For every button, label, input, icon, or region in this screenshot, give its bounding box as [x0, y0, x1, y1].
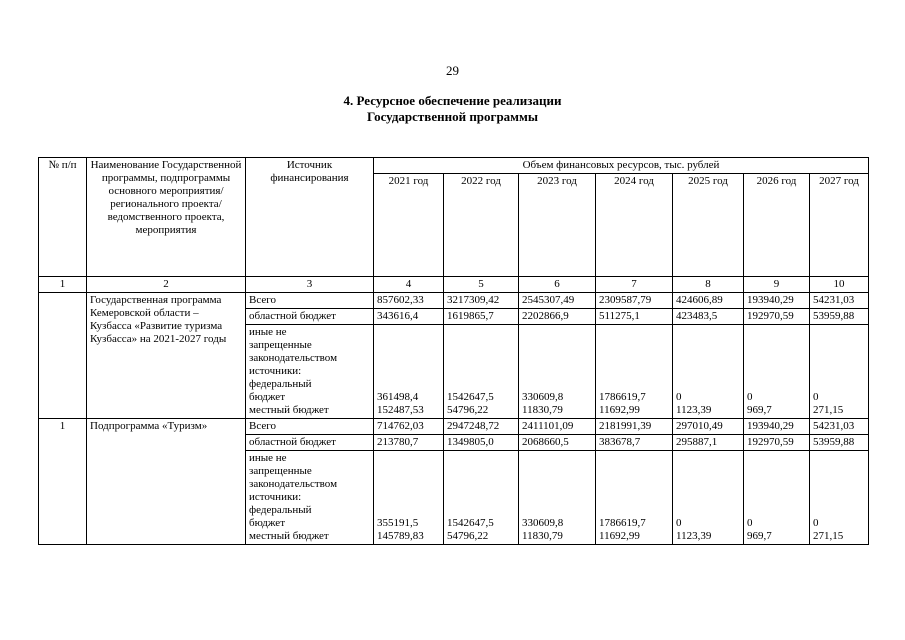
local-value: 145789,83	[377, 530, 424, 542]
federal-value: 355191,5	[377, 517, 419, 529]
source-line: законодательством	[249, 352, 338, 364]
value-cell: 424606,89	[673, 293, 744, 309]
column-number: 8	[673, 277, 744, 293]
header-source: Источник финансирования	[246, 158, 374, 277]
column-numbers-row	[39, 277, 869, 293]
source-label-other	[246, 451, 374, 545]
local-value: 271,15	[813, 404, 844, 416]
value-cell: 383678,7	[596, 435, 673, 451]
value-cell-stack	[744, 451, 810, 545]
value-cell: 343616,4	[374, 309, 444, 325]
column-number: 9	[744, 277, 810, 293]
value-cell: 53959,88	[810, 435, 869, 451]
local-value: 152487,53	[377, 404, 424, 416]
local-value: 11692,99	[599, 530, 640, 542]
source-line: иные не	[249, 326, 287, 338]
federal-value: 1786619,7	[599, 517, 646, 529]
data-row-total	[39, 293, 869, 309]
value-cell-stack	[519, 451, 596, 545]
source-line: законодательством	[249, 478, 338, 490]
local-value: 11830,79	[522, 404, 563, 416]
local-value: 54796,22	[447, 530, 489, 542]
value-cell: 857602,33	[374, 293, 444, 309]
row-number	[39, 293, 87, 419]
federal-value: 0	[813, 517, 819, 529]
value-cell: 1619865,7	[444, 309, 519, 325]
value-cell: 54231,03	[810, 293, 869, 309]
page-number: 29	[446, 63, 459, 78]
value-cell-stack	[596, 451, 673, 545]
value-cell: 3217309,42	[444, 293, 519, 309]
header-year: 2027 год	[810, 174, 869, 277]
value-cell-stack	[444, 325, 519, 419]
source-label-other	[246, 325, 374, 419]
header-num: № п/п	[39, 158, 87, 277]
source-line: местный бюджет	[249, 530, 329, 542]
value-cell-stack	[596, 325, 673, 419]
value-cell-stack	[374, 325, 444, 419]
federal-value: 330609,8	[522, 391, 564, 403]
value-cell: 295887,1	[673, 435, 744, 451]
federal-value: 1542647,5	[447, 517, 494, 529]
federal-value: 1786619,7	[599, 391, 646, 403]
source-line: запрещенные	[249, 339, 312, 351]
value-cell: 714762,03	[374, 419, 444, 435]
federal-value: 361498,4	[377, 391, 419, 403]
local-value: 969,7	[747, 404, 772, 416]
source-line: источники:	[249, 365, 302, 377]
resource-table	[38, 157, 869, 545]
heading-line-1: 4. Ресурсное обеспечение реализации	[343, 93, 562, 108]
source-line: источники:	[249, 491, 302, 503]
value-cell: 2411101,09	[519, 419, 596, 435]
column-number: 6	[519, 277, 596, 293]
column-number: 7	[596, 277, 673, 293]
program-name: Государственная программа Кемеровской области – Кузбасса «Развитие туризма Кузбасса» на 2021-2027 годы	[87, 293, 246, 419]
source-label: областной бюджет	[246, 435, 374, 451]
value-cell: 192970,59	[744, 435, 810, 451]
source-line: бюджет	[249, 391, 285, 403]
value-cell-stack	[810, 451, 869, 545]
value-cell: 423483,5	[673, 309, 744, 325]
header-year: 2021 год	[374, 174, 444, 277]
federal-value: 0	[747, 517, 753, 529]
source-label: Всего	[246, 293, 374, 309]
column-number: 3	[246, 277, 374, 293]
column-number: 1	[39, 277, 87, 293]
data-row-total	[39, 419, 869, 435]
local-value: 969,7	[747, 530, 772, 542]
source-line: федеральный	[249, 504, 312, 516]
section-heading	[0, 93, 905, 125]
value-cell-stack	[810, 325, 869, 419]
value-cell: 2202866,9	[519, 309, 596, 325]
value-cell: 192970,59	[744, 309, 810, 325]
column-number: 10	[810, 277, 869, 293]
column-number: 2	[87, 277, 246, 293]
federal-value: 0	[747, 391, 753, 403]
value-cell: 53959,88	[810, 309, 869, 325]
local-value: 271,15	[813, 530, 844, 542]
value-cell: 2309587,79	[596, 293, 673, 309]
value-cell: 2545307,49	[519, 293, 596, 309]
header-year: 2024 год	[596, 174, 673, 277]
value-cell: 54231,03	[810, 419, 869, 435]
federal-value: 0	[676, 391, 682, 403]
header-name: Наименование Государственной программы, подпрограммы основного мероприятия/ регионального проекта/ ведомственного проекта, мероприятия	[87, 158, 246, 277]
value-cell: 2947248,72	[444, 419, 519, 435]
federal-value: 0	[813, 391, 819, 403]
header-year: 2026 год	[744, 174, 810, 277]
value-cell-stack	[374, 451, 444, 545]
value-cell: 297010,49	[673, 419, 744, 435]
source-line: местный бюджет	[249, 404, 329, 416]
value-cell: 2068660,5	[519, 435, 596, 451]
value-cell-stack	[673, 451, 744, 545]
row-number: 1	[39, 419, 87, 545]
column-number: 4	[374, 277, 444, 293]
header-year: 2022 год	[444, 174, 519, 277]
local-value: 54796,22	[447, 404, 489, 416]
header-volume: Объем финансовых ресурсов, тыс. рублей	[374, 158, 869, 174]
program-name: Подпрограмма «Туризм»	[87, 419, 246, 545]
value-cell: 2181991,39	[596, 419, 673, 435]
value-cell: 511275,1	[596, 309, 673, 325]
value-cell: 1349805,0	[444, 435, 519, 451]
header-year: 2025 год	[673, 174, 744, 277]
federal-value: 0	[676, 517, 682, 529]
value-cell-stack	[673, 325, 744, 419]
value-cell: 193940,29	[744, 293, 810, 309]
source-label: Всего	[246, 419, 374, 435]
value-cell: 213780,7	[374, 435, 444, 451]
header-year: 2023 год	[519, 174, 596, 277]
local-value: 1123,39	[676, 404, 712, 416]
local-value: 1123,39	[676, 530, 712, 542]
federal-value: 330609,8	[522, 517, 564, 529]
source-line: бюджет	[249, 517, 285, 529]
federal-value: 1542647,5	[447, 391, 494, 403]
local-value: 11692,99	[599, 404, 640, 416]
header-row	[39, 158, 869, 174]
value-cell-stack	[519, 325, 596, 419]
source-line: федеральный	[249, 378, 312, 390]
source-label: областной бюджет	[246, 309, 374, 325]
value-cell-stack	[444, 451, 519, 545]
value-cell: 193940,29	[744, 419, 810, 435]
heading-line-2: Государственной программы	[366, 109, 539, 124]
source-line: иные не	[249, 452, 287, 464]
source-line: запрещенные	[249, 465, 312, 477]
local-value: 11830,79	[522, 530, 563, 542]
column-number: 5	[444, 277, 519, 293]
value-cell-stack	[744, 325, 810, 419]
